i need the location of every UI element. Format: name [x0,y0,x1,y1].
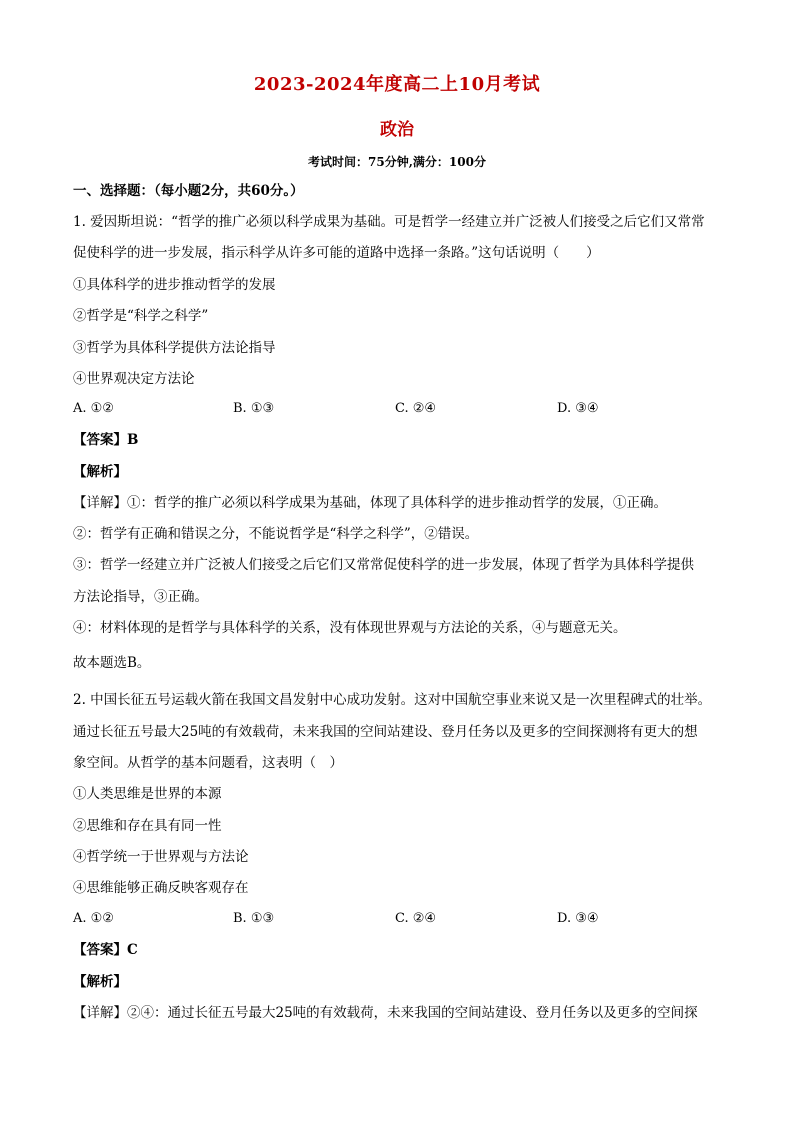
q2-option-b: B. ①③ [233,911,275,926]
q2-option-d: D. ③④ [557,911,599,926]
q1-item-3: ③哲学为具体科学提供方法论指导 [73,340,276,356]
q1-item-1: ①具体科学的进步推动哲学的发展 [73,277,276,293]
q2-answer: 【答案】C [73,942,138,958]
section-heading: 一、选择题：（每小题2分，共60分。） [73,183,304,199]
q1-stem-line-2: 促使科学的进一步发展，指示科学从许多可能的道路中选择一条路。”这句话说明（ ） [73,245,600,261]
subject-title: 政治 [380,120,414,140]
q2-item-3: ④哲学统一于世界观与方法论 [73,849,249,865]
q1-stem-line-1: 1. 爱因斯坦说：“哲学的推广必须以科学成果为基础。可是哲学一经建立并广泛被人们接受之后它们又常常 [73,214,705,230]
exam-title: 2023-2024年度高二上10月考试 [253,74,541,95]
q1-detail-line-4: 方法论指导，③正确。 [73,589,208,605]
q1-option-a: A. ①② [73,401,114,416]
q2-option-c: C. ②④ [395,911,437,926]
q2-stem-line-1: 2. 中国长征五号运载火箭在我国文昌发射中心成功发射。这对中国航空事业来说又是一次里程碑式的壮举。 [73,692,712,708]
q2-item-2: ②思维和存在具有同一性 [73,818,222,834]
q2-item-4: ④思维能够正确反映客观存在 [73,880,249,896]
q2-option-a: A. ①② [73,911,114,926]
q2-item-1: ①人类思维是世界的本源 [73,786,222,802]
q1-detail-line-1: 【详解】①：哲学的推广必须以科学成果为基础，体现了具体科学的进步推动哲学的发展，①正确。 [73,495,667,511]
q1-detail-line-5: ④：材料体现的是哲学与具体科学的关系，没有体现世界观与方法论的关系，④与题意无关。 [73,620,627,636]
q1-item-4: ④世界观决定方法论 [73,371,195,387]
exam-info: 考试时间：75分钟,满分：100分 [308,155,486,169]
q1-option-c: C. ②④ [395,401,437,416]
q2-stem-line-3: 象空间。从哲学的基本问题看，这表明（ ） [73,755,343,771]
q1-detail-line-2: ②：哲学有正确和错误之分，不能说哲学是“科学之科学”，②错误。 [73,526,479,542]
q1-option-d: D. ③④ [557,401,599,416]
q2-stem-line-2: 通过长征五号最大25吨的有效载荷，未来我国的空间站建设、登月任务以及更多的空间探测将有更大的想 [73,724,698,740]
q1-item-2: ②哲学是“科学之科学” [73,308,209,324]
q1-option-b: B. ①③ [233,401,275,416]
q2-analysis-label: 【解析】 [73,974,127,990]
q1-analysis-label: 【解析】 [73,464,127,480]
q2-detail-line-1: 【详解】②④：通过长征五号最大25吨的有效载荷，未来我国的空间站建设、登月任务以及更多的空间探 [73,1005,698,1021]
q1-answer: 【答案】B [73,432,139,448]
q1-detail-line-3: ③：哲学一经建立并广泛被人们接受之后它们又常常促使科学的进一步发展，体现了哲学为具体科学提供 [73,557,694,573]
q1-conclusion: 故本题选B。 [73,655,151,671]
